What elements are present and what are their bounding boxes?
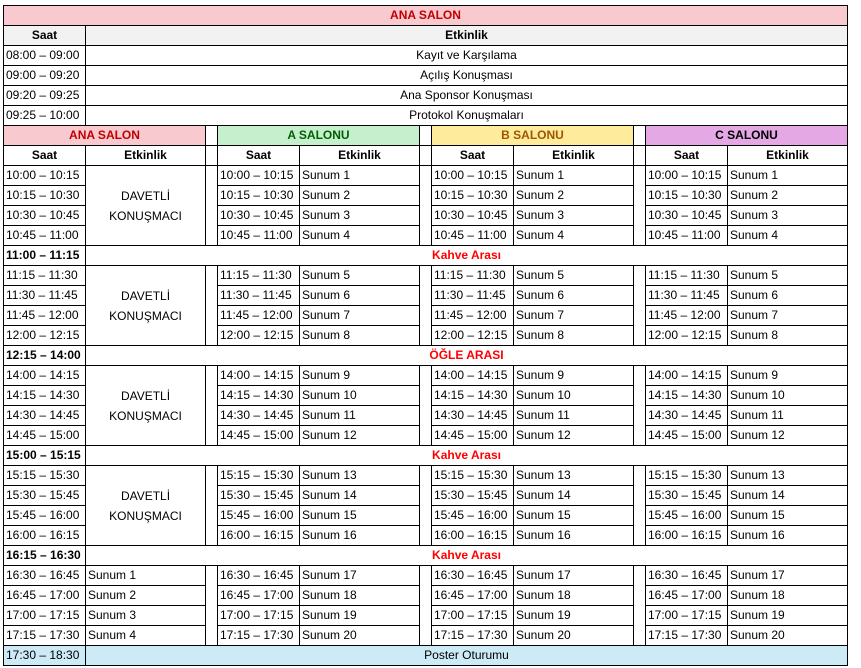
talk-title: Sunum 13	[300, 466, 420, 486]
hall-time: 16:00 – 16:15	[432, 526, 514, 546]
break-time: 12:15 – 14:00	[4, 346, 86, 366]
poster-label: Poster Oturumu	[86, 646, 848, 666]
opening-row	[4, 86, 848, 106]
hall-time: 15:15 – 15:30	[646, 466, 728, 486]
talk-title: Sunum 17	[514, 566, 634, 586]
hall-time: 14:15 – 14:30	[218, 386, 300, 406]
gap-cell	[420, 566, 432, 646]
hall-time: 11:15 – 11:30	[218, 266, 300, 286]
schedule-table	[3, 5, 848, 666]
talk-title: Sunum 14	[300, 486, 420, 506]
talk-title: Sunum 16	[728, 526, 848, 546]
gap-cell	[420, 266, 432, 346]
hall-time: 15:30 – 15:45	[432, 486, 514, 506]
gap-cell	[206, 366, 218, 446]
talk-title: Sunum 4	[514, 226, 634, 246]
hall-time: 16:45 – 17:00	[432, 586, 514, 606]
hall-time: 11:30 – 11:45	[432, 286, 514, 306]
talk-title: Sunum 14	[514, 486, 634, 506]
hall-time: 10:45 – 11:00	[646, 226, 728, 246]
hall-time: 10:00 – 10:15	[432, 166, 514, 186]
hall-time: 14:00 – 14:15	[432, 366, 514, 386]
hall-time: 17:15 – 17:30	[218, 626, 300, 646]
talk-title: Sunum 4	[300, 226, 420, 246]
talk-title: Sunum 1	[728, 166, 848, 186]
talk-title: Sunum 2	[514, 186, 634, 206]
ana-time: 16:45 – 17:00	[4, 586, 86, 606]
hall-time: 16:30 – 16:45	[218, 566, 300, 586]
break-time: 16:15 – 16:30	[4, 546, 86, 566]
hall-ana-header: ANA SALON	[4, 126, 206, 146]
gap-cell	[634, 126, 646, 146]
ana-time: 16:00 – 16:15	[4, 526, 86, 546]
gap-cell	[420, 126, 432, 146]
ana-salon-title-row	[4, 6, 848, 26]
col-header-event: Etkinlik	[728, 146, 848, 166]
talk-title: Sunum 3	[514, 206, 634, 226]
hall-time: 15:45 – 16:00	[646, 506, 728, 526]
talk-title: Sunum 7	[728, 306, 848, 326]
talk-title: Sunum 17	[728, 566, 848, 586]
talk-title: Sunum 3	[300, 206, 420, 226]
talk-title: Sunum 20	[300, 626, 420, 646]
talk-title: Sunum 19	[728, 606, 848, 626]
ana-salon-title: ANA SALON	[4, 6, 848, 26]
col-header-time: Saat	[4, 26, 86, 46]
talk-title: Sunum 15	[728, 506, 848, 526]
hall-time: 11:15 – 11:30	[432, 266, 514, 286]
hall-time: 11:30 – 11:45	[646, 286, 728, 306]
talk-title: Sunum 14	[728, 486, 848, 506]
invited-speaker: DAVETLİ KONUŞMACI	[86, 266, 206, 346]
talk-title: Sunum 20	[728, 626, 848, 646]
hall-time: 15:30 – 15:45	[646, 486, 728, 506]
hall-b-header: B SALONU	[432, 126, 634, 146]
ana-talk: Sunum 2	[86, 586, 206, 606]
talk-title: Sunum 5	[300, 266, 420, 286]
talk-title: Sunum 8	[300, 326, 420, 346]
talk-title: Sunum 15	[300, 506, 420, 526]
ana-time: 10:15 – 10:30	[4, 186, 86, 206]
break-row	[4, 546, 848, 566]
opening-time: 09:25 – 10:00	[4, 106, 86, 126]
opening-time: 09:00 – 09:20	[4, 66, 86, 86]
talk-title: Sunum 10	[728, 386, 848, 406]
ana-time: 10:30 – 10:45	[4, 206, 86, 226]
opening-event: Ana Sponsor Konuşması	[86, 86, 848, 106]
gap-cell	[420, 166, 432, 246]
hall-time: 15:15 – 15:30	[432, 466, 514, 486]
ana-time: 11:15 – 11:30	[4, 266, 86, 286]
talk-title: Sunum 1	[514, 166, 634, 186]
hall-time: 12:00 – 12:15	[432, 326, 514, 346]
ana-time: 14:45 – 15:00	[4, 426, 86, 446]
gap-cell	[634, 566, 646, 646]
ana-talk: Sunum 3	[86, 606, 206, 626]
hall-time: 15:30 – 15:45	[218, 486, 300, 506]
ana-talk: Sunum 4	[86, 626, 206, 646]
hall-time: 17:00 – 17:15	[432, 606, 514, 626]
break-row	[4, 246, 848, 266]
talk-title: Sunum 2	[728, 186, 848, 206]
talk-title: Sunum 9	[300, 366, 420, 386]
talk-title: Sunum 1	[300, 166, 420, 186]
talk-title: Sunum 9	[728, 366, 848, 386]
hall-time: 16:00 – 16:15	[646, 526, 728, 546]
gap-cell	[420, 146, 432, 166]
talk-title: Sunum 8	[514, 326, 634, 346]
gap-cell	[634, 466, 646, 546]
opening-event: Kayıt ve Karşılama	[86, 46, 848, 66]
break-row	[4, 346, 848, 366]
talk-title: Sunum 13	[514, 466, 634, 486]
talk-title: Sunum 9	[514, 366, 634, 386]
talk-title: Sunum 19	[514, 606, 634, 626]
talk-title: Sunum 11	[728, 406, 848, 426]
break-row	[4, 446, 848, 466]
col-header-event: Etkinlik	[86, 146, 206, 166]
talk-title: Sunum 17	[300, 566, 420, 586]
hall-time: 10:30 – 10:45	[432, 206, 514, 226]
gap-cell	[634, 166, 646, 246]
invited-speaker: DAVETLİ KONUŞMACI	[86, 166, 206, 246]
opening-event: Açılış Konuşması	[86, 66, 848, 86]
session-row	[4, 366, 848, 386]
talk-title: Sunum 16	[300, 526, 420, 546]
break-time: 15:00 – 15:15	[4, 446, 86, 466]
talk-title: Sunum 6	[728, 286, 848, 306]
talk-title: Sunum 16	[514, 526, 634, 546]
hall-a-header: A SALONU	[218, 126, 420, 146]
hall-time: 12:00 – 12:15	[218, 326, 300, 346]
ana-time: 16:30 – 16:45	[4, 566, 86, 586]
break-time: 11:00 – 11:15	[4, 246, 86, 266]
gap-cell	[634, 366, 646, 446]
hall-time: 11:45 – 12:00	[646, 306, 728, 326]
talk-title: Sunum 8	[728, 326, 848, 346]
gap-cell	[206, 146, 218, 166]
ana-time: 10:00 – 10:15	[4, 166, 86, 186]
col-header-time: Saat	[218, 146, 300, 166]
hall-time: 14:00 – 14:15	[646, 366, 728, 386]
gap-cell	[206, 266, 218, 346]
ana-time: 11:30 – 11:45	[4, 286, 86, 306]
hall-time: 10:30 – 10:45	[218, 206, 300, 226]
gap-cell	[206, 466, 218, 546]
opening-row	[4, 66, 848, 86]
talk-title: Sunum 2	[300, 186, 420, 206]
hall-time: 16:45 – 17:00	[646, 586, 728, 606]
talk-title: Sunum 11	[514, 406, 634, 426]
hall-time: 17:15 – 17:30	[646, 626, 728, 646]
ana-time: 15:45 – 16:00	[4, 506, 86, 526]
talk-title: Sunum 12	[728, 426, 848, 446]
hall-time: 14:45 – 15:00	[218, 426, 300, 446]
talk-title: Sunum 10	[300, 386, 420, 406]
break-label: Kahve Arası	[86, 246, 848, 266]
hall-time: 10:00 – 10:15	[218, 166, 300, 186]
gap-cell	[206, 126, 218, 146]
hall-time: 11:45 – 12:00	[432, 306, 514, 326]
break-label: Kahve Arası	[86, 446, 848, 466]
hall-time: 16:00 – 16:15	[218, 526, 300, 546]
session-row	[4, 466, 848, 486]
opening-row	[4, 46, 848, 66]
hall-time: 10:45 – 11:00	[218, 226, 300, 246]
hall-time: 14:15 – 14:30	[646, 386, 728, 406]
session-row	[4, 566, 848, 586]
ana-time: 15:15 – 15:30	[4, 466, 86, 486]
col-header-event: Etkinlik	[514, 146, 634, 166]
hall-c-header: C SALONU	[646, 126, 848, 146]
talk-title: Sunum 15	[514, 506, 634, 526]
hall-time: 16:30 – 16:45	[432, 566, 514, 586]
top-header-row	[4, 26, 848, 46]
ana-time: 17:15 – 17:30	[4, 626, 86, 646]
gap-cell	[420, 366, 432, 446]
invited-speaker: DAVETLİ KONUŞMACI	[86, 366, 206, 446]
talk-title: Sunum 7	[300, 306, 420, 326]
hall-time: 12:00 – 12:15	[646, 326, 728, 346]
opening-time: 09:20 – 09:25	[4, 86, 86, 106]
opening-row	[4, 106, 848, 126]
session-row	[4, 266, 848, 286]
hall-time: 14:30 – 14:45	[218, 406, 300, 426]
hall-time: 17:15 – 17:30	[432, 626, 514, 646]
ana-time: 12:00 – 12:15	[4, 326, 86, 346]
talk-title: Sunum 20	[514, 626, 634, 646]
hall-time: 10:15 – 10:30	[646, 186, 728, 206]
hall-time: 17:00 – 17:15	[646, 606, 728, 626]
hall-time: 16:30 – 16:45	[646, 566, 728, 586]
talk-title: Sunum 11	[300, 406, 420, 426]
talk-title: Sunum 7	[514, 306, 634, 326]
poster-row	[4, 646, 848, 666]
col-header-time: Saat	[432, 146, 514, 166]
talk-title: Sunum 6	[514, 286, 634, 306]
ana-time: 14:00 – 14:15	[4, 366, 86, 386]
ana-time: 17:00 – 17:15	[4, 606, 86, 626]
gap-cell	[420, 466, 432, 546]
column-header-row	[4, 146, 848, 166]
hall-time: 14:00 – 14:15	[218, 366, 300, 386]
talk-title: Sunum 18	[728, 586, 848, 606]
talk-title: Sunum 3	[728, 206, 848, 226]
hall-time: 10:00 – 10:15	[646, 166, 728, 186]
talk-title: Sunum 12	[300, 426, 420, 446]
hall-time: 10:15 – 10:30	[218, 186, 300, 206]
hall-time: 11:15 – 11:30	[646, 266, 728, 286]
talk-title: Sunum 12	[514, 426, 634, 446]
ana-time: 14:30 – 14:45	[4, 406, 86, 426]
talk-title: Sunum 13	[728, 466, 848, 486]
hall-time: 14:15 – 14:30	[432, 386, 514, 406]
poster-time: 17:30 – 18:30	[4, 646, 86, 666]
col-header-event: Etkinlik	[300, 146, 420, 166]
hall-time: 14:30 – 14:45	[432, 406, 514, 426]
gap-cell	[206, 566, 218, 646]
talk-title: Sunum 18	[514, 586, 634, 606]
hall-time: 10:15 – 10:30	[432, 186, 514, 206]
session-row	[4, 166, 848, 186]
hall-time: 17:00 – 17:15	[218, 606, 300, 626]
gap-cell	[634, 266, 646, 346]
ana-time: 15:30 – 15:45	[4, 486, 86, 506]
talk-title: Sunum 18	[300, 586, 420, 606]
talk-title: Sunum 5	[514, 266, 634, 286]
break-label: Kahve Arası	[86, 546, 848, 566]
schedule-sheet	[3, 5, 848, 666]
gap-cell	[206, 166, 218, 246]
ana-time: 11:45 – 12:00	[4, 306, 86, 326]
opening-event: Protokol Konuşmaları	[86, 106, 848, 126]
hall-time: 11:45 – 12:00	[218, 306, 300, 326]
talk-title: Sunum 6	[300, 286, 420, 306]
hall-time: 10:30 – 10:45	[646, 206, 728, 226]
col-header-time: Saat	[646, 146, 728, 166]
ana-time: 10:45 – 11:00	[4, 226, 86, 246]
col-header-time: Saat	[4, 146, 86, 166]
opening-time: 08:00 – 09:00	[4, 46, 86, 66]
gap-cell	[634, 146, 646, 166]
talk-title: Sunum 4	[728, 226, 848, 246]
hall-time: 10:45 – 11:00	[432, 226, 514, 246]
hall-time: 15:15 – 15:30	[218, 466, 300, 486]
talk-title: Sunum 10	[514, 386, 634, 406]
invited-speaker: DAVETLİ KONUŞMACI	[86, 466, 206, 546]
hall-time: 16:45 – 17:00	[218, 586, 300, 606]
ana-talk: Sunum 1	[86, 566, 206, 586]
hall-time: 15:45 – 16:00	[218, 506, 300, 526]
col-header-event: Etkinlik	[86, 26, 848, 46]
hall-time: 15:45 – 16:00	[432, 506, 514, 526]
hall-time: 14:45 – 15:00	[432, 426, 514, 446]
hall-header-row	[4, 126, 848, 146]
hall-time: 14:45 – 15:00	[646, 426, 728, 446]
hall-time: 11:30 – 11:45	[218, 286, 300, 306]
talk-title: Sunum 5	[728, 266, 848, 286]
hall-time: 14:30 – 14:45	[646, 406, 728, 426]
break-label: ÖĞLE ARASI	[86, 346, 848, 366]
ana-time: 14:15 – 14:30	[4, 386, 86, 406]
talk-title: Sunum 19	[300, 606, 420, 626]
